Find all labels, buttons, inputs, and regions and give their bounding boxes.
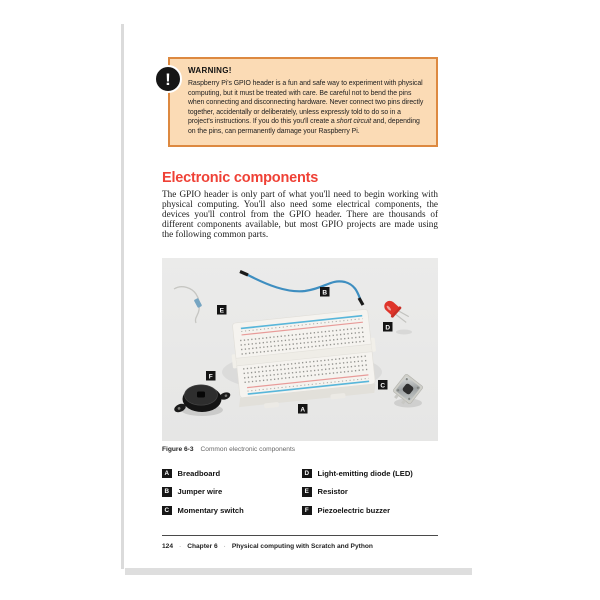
legend-key-b: B [162, 487, 172, 497]
section-heading: Electronic components [162, 170, 319, 186]
footer-book-title: Physical computing with Scratch and Python [231, 543, 373, 550]
footer-chapter: Chapter 6 [187, 543, 218, 550]
warning-title: WARNING! [188, 66, 232, 75]
page-footer [162, 543, 373, 550]
legend-item-jumper-wire [162, 487, 302, 497]
svg-text:F: F [208, 373, 213, 381]
warning-text-pre: Raspberry Pi's GPIO header is a fun and safe way to experiment with physical computing, but it must be treated with care. Be careful not to bend the pins when connecting and disconnecting hardware. Never connect two pins directly together, accidentally or deliberately, unless expressly told to do so in a project's instructions. If you do this you'll create a [188, 80, 424, 126]
section-body-paragraph: The GPIO header is only part of what you'll need to begin working with physical computing. You'll also need some electrical components, the devices you'll control from the GPIO header. There are thousands of different components available, but most GPIO projects are made using the following common parts. [162, 189, 438, 239]
legend-item-led [302, 469, 438, 479]
exclamation-icon: ! [154, 65, 182, 93]
marker-f [206, 371, 216, 381]
marker-b [320, 287, 330, 297]
components-photo [162, 258, 438, 441]
footer-separator: · [179, 543, 182, 550]
warning-text [188, 79, 427, 137]
legend-item-resistor [302, 487, 438, 497]
legend-item-piezo-buzzer [302, 506, 438, 516]
legend-item-breadboard [162, 469, 302, 479]
components-legend [162, 464, 438, 520]
footer-separator: · [223, 543, 226, 550]
svg-text:D: D [385, 324, 391, 332]
svg-text:A: A [300, 406, 306, 414]
legend-key-f: F [302, 506, 312, 516]
figure-caption-text: Common electronic components [200, 446, 296, 453]
legend-label-a: Breadboard [177, 468, 221, 478]
legend-item-momentary-switch [162, 506, 302, 516]
legend-label-f: Piezoelectric buzzer [317, 505, 391, 515]
legend-label-e: Resistor [317, 487, 348, 497]
marker-e [217, 305, 227, 315]
legend-key-a: A [162, 469, 172, 479]
svg-text:E: E [219, 307, 224, 315]
legend-label-d: Light-emitting diode (LED) [317, 468, 413, 478]
legend-label-b: Jumper wire [177, 487, 223, 497]
page-bottom-edge [125, 568, 472, 575]
legend-label-c: Momentary switch [177, 505, 244, 515]
legend-key-d: D [302, 469, 312, 479]
svg-text:C: C [380, 382, 386, 390]
figure-caption [162, 446, 295, 453]
marker-a [298, 404, 308, 414]
svg-text:B: B [322, 289, 328, 297]
warning-text-italic: short circuit [336, 118, 372, 126]
warning-text-post: and, depending on the pins, can permanently damage your Raspberry Pi. [188, 118, 420, 135]
page-content [162, 57, 438, 557]
marker-c [378, 380, 388, 390]
legend-key-c: C [162, 506, 172, 516]
page-left-edge [121, 24, 124, 569]
figure-caption-label: Figure 6-3 [162, 446, 194, 453]
warning-box [165, 57, 438, 147]
marker-d [383, 322, 393, 332]
footer-page-number: 124 [162, 543, 174, 550]
footer-rule [162, 535, 438, 536]
legend-key-e: E [302, 487, 312, 497]
